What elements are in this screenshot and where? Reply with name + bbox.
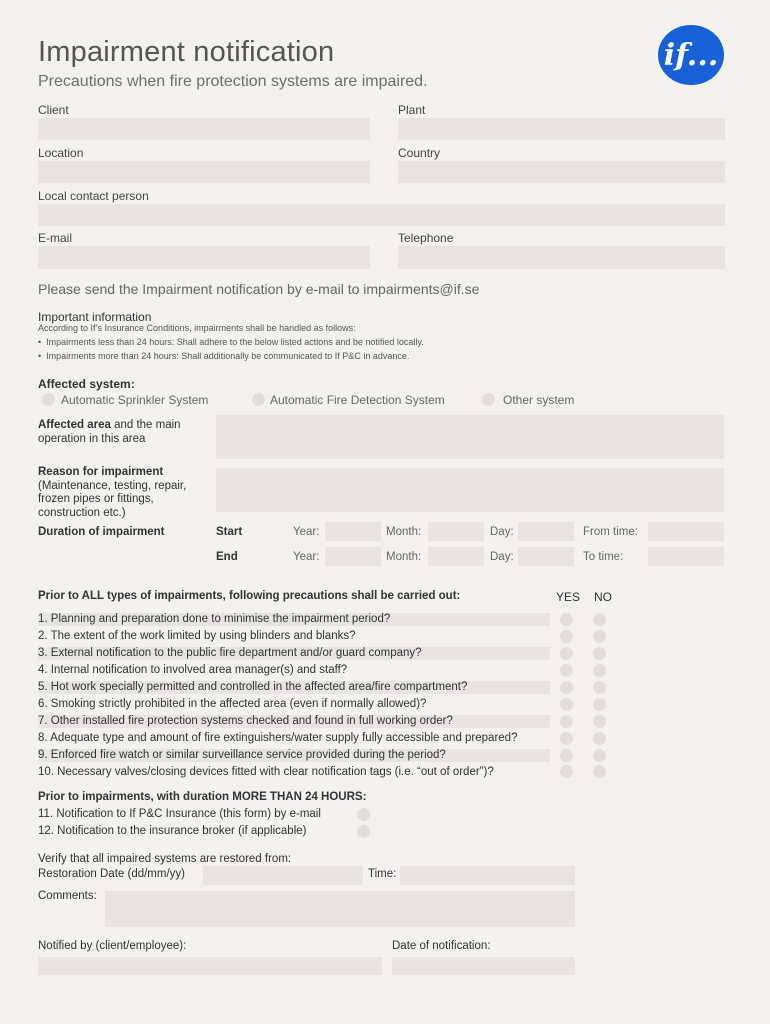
start-label: Start [216,526,243,538]
start-day-field[interactable] [518,522,574,541]
location-label: Location [38,146,84,160]
local-contact-field[interactable] [38,204,725,226]
email-label: E-mail [38,231,73,245]
sprinkler-radio[interactable] [42,393,55,406]
date-of-notification-field[interactable] [392,957,575,975]
end-day-field[interactable] [518,547,574,566]
notified-by-label: Notified by (client/employee): [38,940,187,952]
date-of-notification-label: Date of notification: [392,940,491,952]
duration-label: Duration of impairment [38,526,165,538]
page-subtitle: Precautions when fire protection systems are impaired. [38,73,428,90]
no-radio[interactable] [593,715,606,728]
restoration-time-field[interactable] [400,866,575,885]
precaution-item-5: 5. Hot work specially permitted and controlled in the affected area/fire compartment? [38,681,468,693]
item-11-radio[interactable] [357,808,370,821]
yes-radio[interactable] [560,715,573,728]
yes-radio[interactable] [560,647,573,660]
country-field[interactable] [398,161,725,183]
telephone-field[interactable] [398,246,725,269]
long-duration-item-12: 12. Notification to the insurance broker (if applicable) [38,825,307,837]
no-radio[interactable] [593,765,606,778]
bullet-text: Impairments less than 24 hours: Shall adhere to the below listed actions and be notified locally. [46,337,424,347]
end-month-label: Month: [386,551,422,563]
no-radio[interactable] [593,698,606,711]
other-system-label: Other system [503,393,575,407]
to-time-field[interactable] [648,547,724,566]
send-note: Please send the Impairment notification by e-mail to impairments@if.se [38,281,480,297]
long-duration-item-11: 11. Notification to If P&C Insurance (this form) by e-mail [38,808,321,820]
no-radio[interactable] [593,664,606,677]
precaution-item-6: 6. Smoking strictly prohibited in the affected area (even if normally allowed)? [38,698,427,710]
important-bullet: • Impairments less than 24 hours: Shall adhere to the below listed actions and be notified locally. [38,337,424,347]
fire-detection-label: Automatic Fire Detection System [270,393,445,407]
page-title: Impairment notification [38,36,335,68]
sprinkler-label: Automatic Sprinkler System [61,393,209,407]
affected-system-label: Affected system: [38,377,135,391]
no-radio[interactable] [593,732,606,745]
affected-area-bold: Affected area [38,419,111,431]
reason-field[interactable] [216,468,724,512]
precaution-item-4: 4. Internal notification to involved area manager(s) and staff? [38,664,348,676]
email-field[interactable] [38,246,370,269]
yes-radio[interactable] [560,698,573,711]
precaution-item-10: 10. Necessary valves/closing devices fitted with clear notification tags (i.e. “out of order”)? [38,766,494,778]
plant-label: Plant [398,103,426,117]
precaution-item-7: 7. Other installed fire protection systems checked and found in full working order? [38,715,453,727]
verify-text: Verify that all impaired systems are restored from: [38,853,292,865]
no-radio[interactable] [593,647,606,660]
plant-field[interactable] [398,118,725,140]
long-duration-heading: Prior to impairments, with duration MORE THAN 24 HOURS: [38,791,367,803]
yes-radio[interactable] [560,613,573,626]
reason-rest: (Maintenance, testing, repair, frozen pipes or fittings, construction etc.) [38,479,187,519]
comments-field[interactable] [105,891,575,927]
affected-area-rest: and the main operation in this area [38,419,181,445]
precaution-item-3: 3. External notification to the public fire department and/or guard company? [38,647,422,659]
location-field[interactable] [38,161,370,183]
yes-radio[interactable] [560,749,573,762]
important-heading: Important information [38,310,152,324]
from-time-label: From time: [583,526,638,538]
affected-area-label [38,418,208,446]
no-radio[interactable] [593,681,606,694]
start-day-label: Day: [490,526,514,538]
notified-by-field[interactable] [38,957,382,975]
precaution-item-8: 8. Adequate type and amount of fire extinguishers/water supply fully accessible and prepared? [38,732,518,744]
affected-area-field[interactable] [216,415,724,459]
yes-radio[interactable] [560,664,573,677]
other-system-radio[interactable] [482,393,495,406]
to-time-label: To time: [583,551,624,563]
yes-column-header: YES [556,590,581,604]
precautions-list [0,612,770,784]
start-year-label: Year: [293,526,320,538]
precaution-item-2: 2. The extent of the work limited by using blinders and blanks? [38,630,356,642]
restoration-date-field[interactable] [203,866,363,885]
no-radio[interactable] [593,630,606,643]
precaution-item-1: 1. Planning and preparation done to minimise the impairment period? [38,613,391,625]
client-label: Client [38,103,69,117]
from-time-field[interactable] [648,522,724,541]
important-intro: According to If’s Insurance Conditions, impairments shall be handled as follows: [38,323,356,333]
end-year-label: Year: [293,551,320,563]
precaution-item-9: 9. Enforced fire watch or similar surveillance service provided during the period? [38,749,446,761]
start-month-label: Month: [386,526,422,538]
reason-bold: Reason for impairment [38,466,164,478]
restoration-date-label: Restoration Date (dd/mm/yy) [38,868,185,880]
reason-label [38,466,208,520]
no-column-header: NO [594,590,612,604]
end-year-field[interactable] [325,547,381,566]
yes-radio[interactable] [560,630,573,643]
time-label: Time: [368,868,397,880]
if-logo: if... [658,25,724,85]
yes-radio[interactable] [560,732,573,745]
precautions-heading: Prior to ALL types of impairments, following precautions shall be carried out: [38,590,461,602]
client-field[interactable] [38,118,370,140]
no-radio[interactable] [593,613,606,626]
yes-radio[interactable] [560,681,573,694]
telephone-label: Telephone [398,231,454,245]
bullet-text: Impairments more than 24 hours: Shall additionally be communicated to If P&C in advance. [46,351,410,361]
item-12-radio[interactable] [357,825,370,838]
fire-detection-radio[interactable] [252,393,265,406]
comments-label: Comments: [38,890,97,902]
local-contact-label: Local contact person [38,189,149,203]
no-radio[interactable] [593,749,606,762]
country-label: Country [398,146,441,160]
start-year-field[interactable] [325,522,381,541]
important-bullet: • Impairments more than 24 hours: Shall additionally be communicated to If P&C in advance. [38,351,410,361]
start-month-field[interactable] [428,522,484,541]
yes-radio[interactable] [560,765,573,778]
end-label: End [216,551,238,563]
end-day-label: Day: [490,551,514,563]
end-month-field[interactable] [428,547,484,566]
